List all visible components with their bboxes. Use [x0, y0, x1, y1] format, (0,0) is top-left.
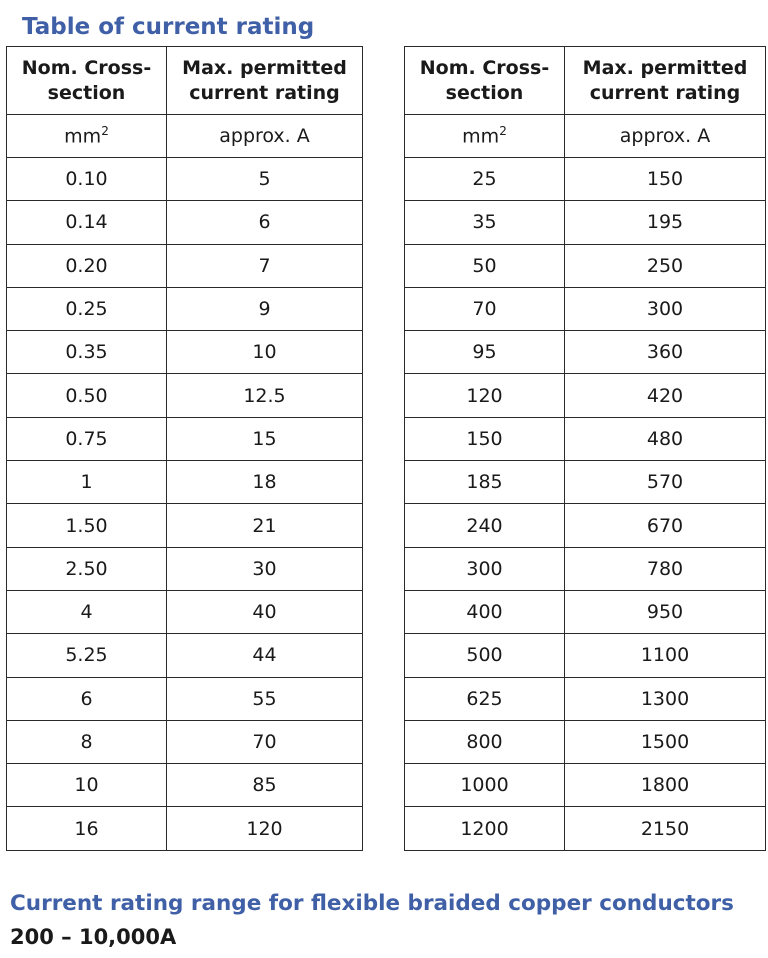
cross-section-cell: 0.50 — [7, 374, 167, 417]
current-rating-cell: 1800 — [565, 764, 766, 807]
cross-section-cell: 16 — [7, 807, 167, 850]
header-cross-section-line2: section — [445, 81, 524, 104]
current-rating-cell: 30 — [167, 547, 363, 590]
unit-mm: mm — [462, 125, 500, 148]
current-rating-cell: 85 — [167, 764, 363, 807]
cross-section-cell: 1 — [7, 461, 167, 504]
table-row — [405, 331, 766, 374]
table-row — [7, 244, 363, 287]
table-row — [405, 590, 766, 633]
current-rating-cell: 7 — [167, 244, 363, 287]
table-row — [7, 461, 363, 504]
cross-section-cell: 1200 — [405, 807, 565, 850]
unit-mm: mm — [64, 125, 102, 148]
current-rating-cell: 120 — [167, 807, 363, 850]
cross-section-cell: 240 — [405, 504, 565, 547]
cross-section-cell: 185 — [405, 461, 565, 504]
header-current-rating-line2: current rating — [189, 81, 340, 104]
cross-section-cell: 25 — [405, 158, 565, 201]
header-current-rating — [167, 47, 363, 115]
cross-section-cell: 0.20 — [7, 244, 167, 287]
cross-section-cell: 4 — [7, 590, 167, 633]
current-rating-cell: 12.5 — [167, 374, 363, 417]
cross-section-cell: 1.50 — [7, 504, 167, 547]
cross-section-cell: 0.75 — [7, 417, 167, 460]
table-row — [405, 677, 766, 720]
table-row — [7, 504, 363, 547]
cross-section-cell: 5.25 — [7, 634, 167, 677]
units-row — [7, 115, 363, 158]
header-cross-section — [405, 47, 565, 115]
cross-section-cell: 6 — [7, 677, 167, 720]
current-rating-cell: 480 — [565, 417, 766, 460]
current-rating-cell: 780 — [565, 547, 766, 590]
header-current-rating-line1: Max. permitted — [182, 56, 347, 79]
header-cross-section-line2: section — [47, 81, 126, 104]
cross-section-cell: 0.35 — [7, 331, 167, 374]
current-rating-cell: 1100 — [565, 634, 766, 677]
table-row — [405, 287, 766, 330]
current-rating-cell: 5 — [167, 158, 363, 201]
table-row — [405, 244, 766, 287]
current-rating-cell: 150 — [565, 158, 766, 201]
cross-section-cell: 150 — [405, 417, 565, 460]
current-rating-table-left — [6, 46, 363, 851]
unit-mm-exponent: 2 — [499, 124, 507, 139]
table-row — [405, 158, 766, 201]
current-rating-cell: 1500 — [565, 720, 766, 763]
cross-section-cell: 120 — [405, 374, 565, 417]
current-rating-cell: 420 — [565, 374, 766, 417]
unit-cross-section — [405, 115, 565, 158]
cross-section-cell: 625 — [405, 677, 565, 720]
cross-section-cell: 10 — [7, 764, 167, 807]
table-row — [405, 504, 766, 547]
table-body-right — [405, 47, 766, 851]
current-rating-cell: 360 — [565, 331, 766, 374]
current-rating-cell: 1300 — [565, 677, 766, 720]
table-row — [7, 417, 363, 460]
unit-mm-exponent: 2 — [101, 124, 109, 139]
current-rating-cell: 6 — [167, 201, 363, 244]
page-title: Table of current rating — [22, 14, 315, 40]
table-row — [405, 417, 766, 460]
cross-section-cell: 1000 — [405, 764, 565, 807]
current-rating-cell: 15 — [167, 417, 363, 460]
table-row — [7, 634, 363, 677]
cross-section-cell: 95 — [405, 331, 565, 374]
current-rating-cell: 9 — [167, 287, 363, 330]
header-cross-section — [7, 47, 167, 115]
cross-section-cell: 400 — [405, 590, 565, 633]
cross-section-cell: 800 — [405, 720, 565, 763]
table-row — [405, 807, 766, 850]
table-row — [7, 287, 363, 330]
table-row — [405, 634, 766, 677]
header-current-rating-line1: Max. permitted — [582, 56, 748, 79]
table-row — [405, 764, 766, 807]
table-row — [405, 374, 766, 417]
cross-section-cell: 8 — [7, 720, 167, 763]
cross-section-cell: 300 — [405, 547, 565, 590]
header-cross-section-line1: Nom. Cross- — [419, 56, 550, 79]
cross-section-cell: 50 — [405, 244, 565, 287]
current-rating-cell: 21 — [167, 504, 363, 547]
range-title: Current rating range for flexible braided copper conductors — [10, 891, 734, 916]
header-row — [7, 47, 363, 115]
current-rating-cell: 55 — [167, 677, 363, 720]
current-rating-cell: 18 — [167, 461, 363, 504]
unit-cross-section — [7, 115, 167, 158]
cross-section-cell: 2.50 — [7, 547, 167, 590]
table-row — [7, 158, 363, 201]
current-rating-cell: 250 — [565, 244, 766, 287]
table-row — [7, 201, 363, 244]
table-row — [7, 764, 363, 807]
units-row — [405, 115, 766, 158]
cross-section-cell: 35 — [405, 201, 565, 244]
table-row — [405, 201, 766, 244]
current-rating-cell: 950 — [565, 590, 766, 633]
current-rating-cell: 70 — [167, 720, 363, 763]
header-current-rating-line2: current rating — [589, 81, 741, 104]
cross-section-cell: 0.14 — [7, 201, 167, 244]
current-rating-cell: 10 — [167, 331, 363, 374]
unit-current: approx. A — [167, 115, 363, 158]
table-row — [7, 677, 363, 720]
header-cross-section-line1: Nom. Cross- — [21, 56, 152, 79]
header-row — [405, 47, 766, 115]
current-rating-cell: 195 — [565, 201, 766, 244]
table-row — [405, 547, 766, 590]
table-row — [7, 547, 363, 590]
table-row — [405, 720, 766, 763]
cross-section-cell: 70 — [405, 287, 565, 330]
table-row — [7, 590, 363, 633]
table-row — [405, 461, 766, 504]
table-row — [7, 331, 363, 374]
cross-section-cell: 0.25 — [7, 287, 167, 330]
current-rating-cell: 300 — [565, 287, 766, 330]
cross-section-cell: 500 — [405, 634, 565, 677]
table-row — [7, 374, 363, 417]
table-body-left — [7, 47, 363, 851]
header-current-rating — [565, 47, 766, 115]
current-rating-cell: 570 — [565, 461, 766, 504]
table-row — [7, 720, 363, 763]
current-rating-table-right — [404, 46, 766, 851]
unit-current: approx. A — [565, 115, 766, 158]
current-rating-cell: 670 — [565, 504, 766, 547]
current-rating-cell: 2150 — [565, 807, 766, 850]
range-value: 200 – 10,000A — [10, 925, 177, 949]
current-rating-cell: 44 — [167, 634, 363, 677]
table-row — [7, 807, 363, 850]
cross-section-cell: 0.10 — [7, 158, 167, 201]
current-rating-cell: 40 — [167, 590, 363, 633]
